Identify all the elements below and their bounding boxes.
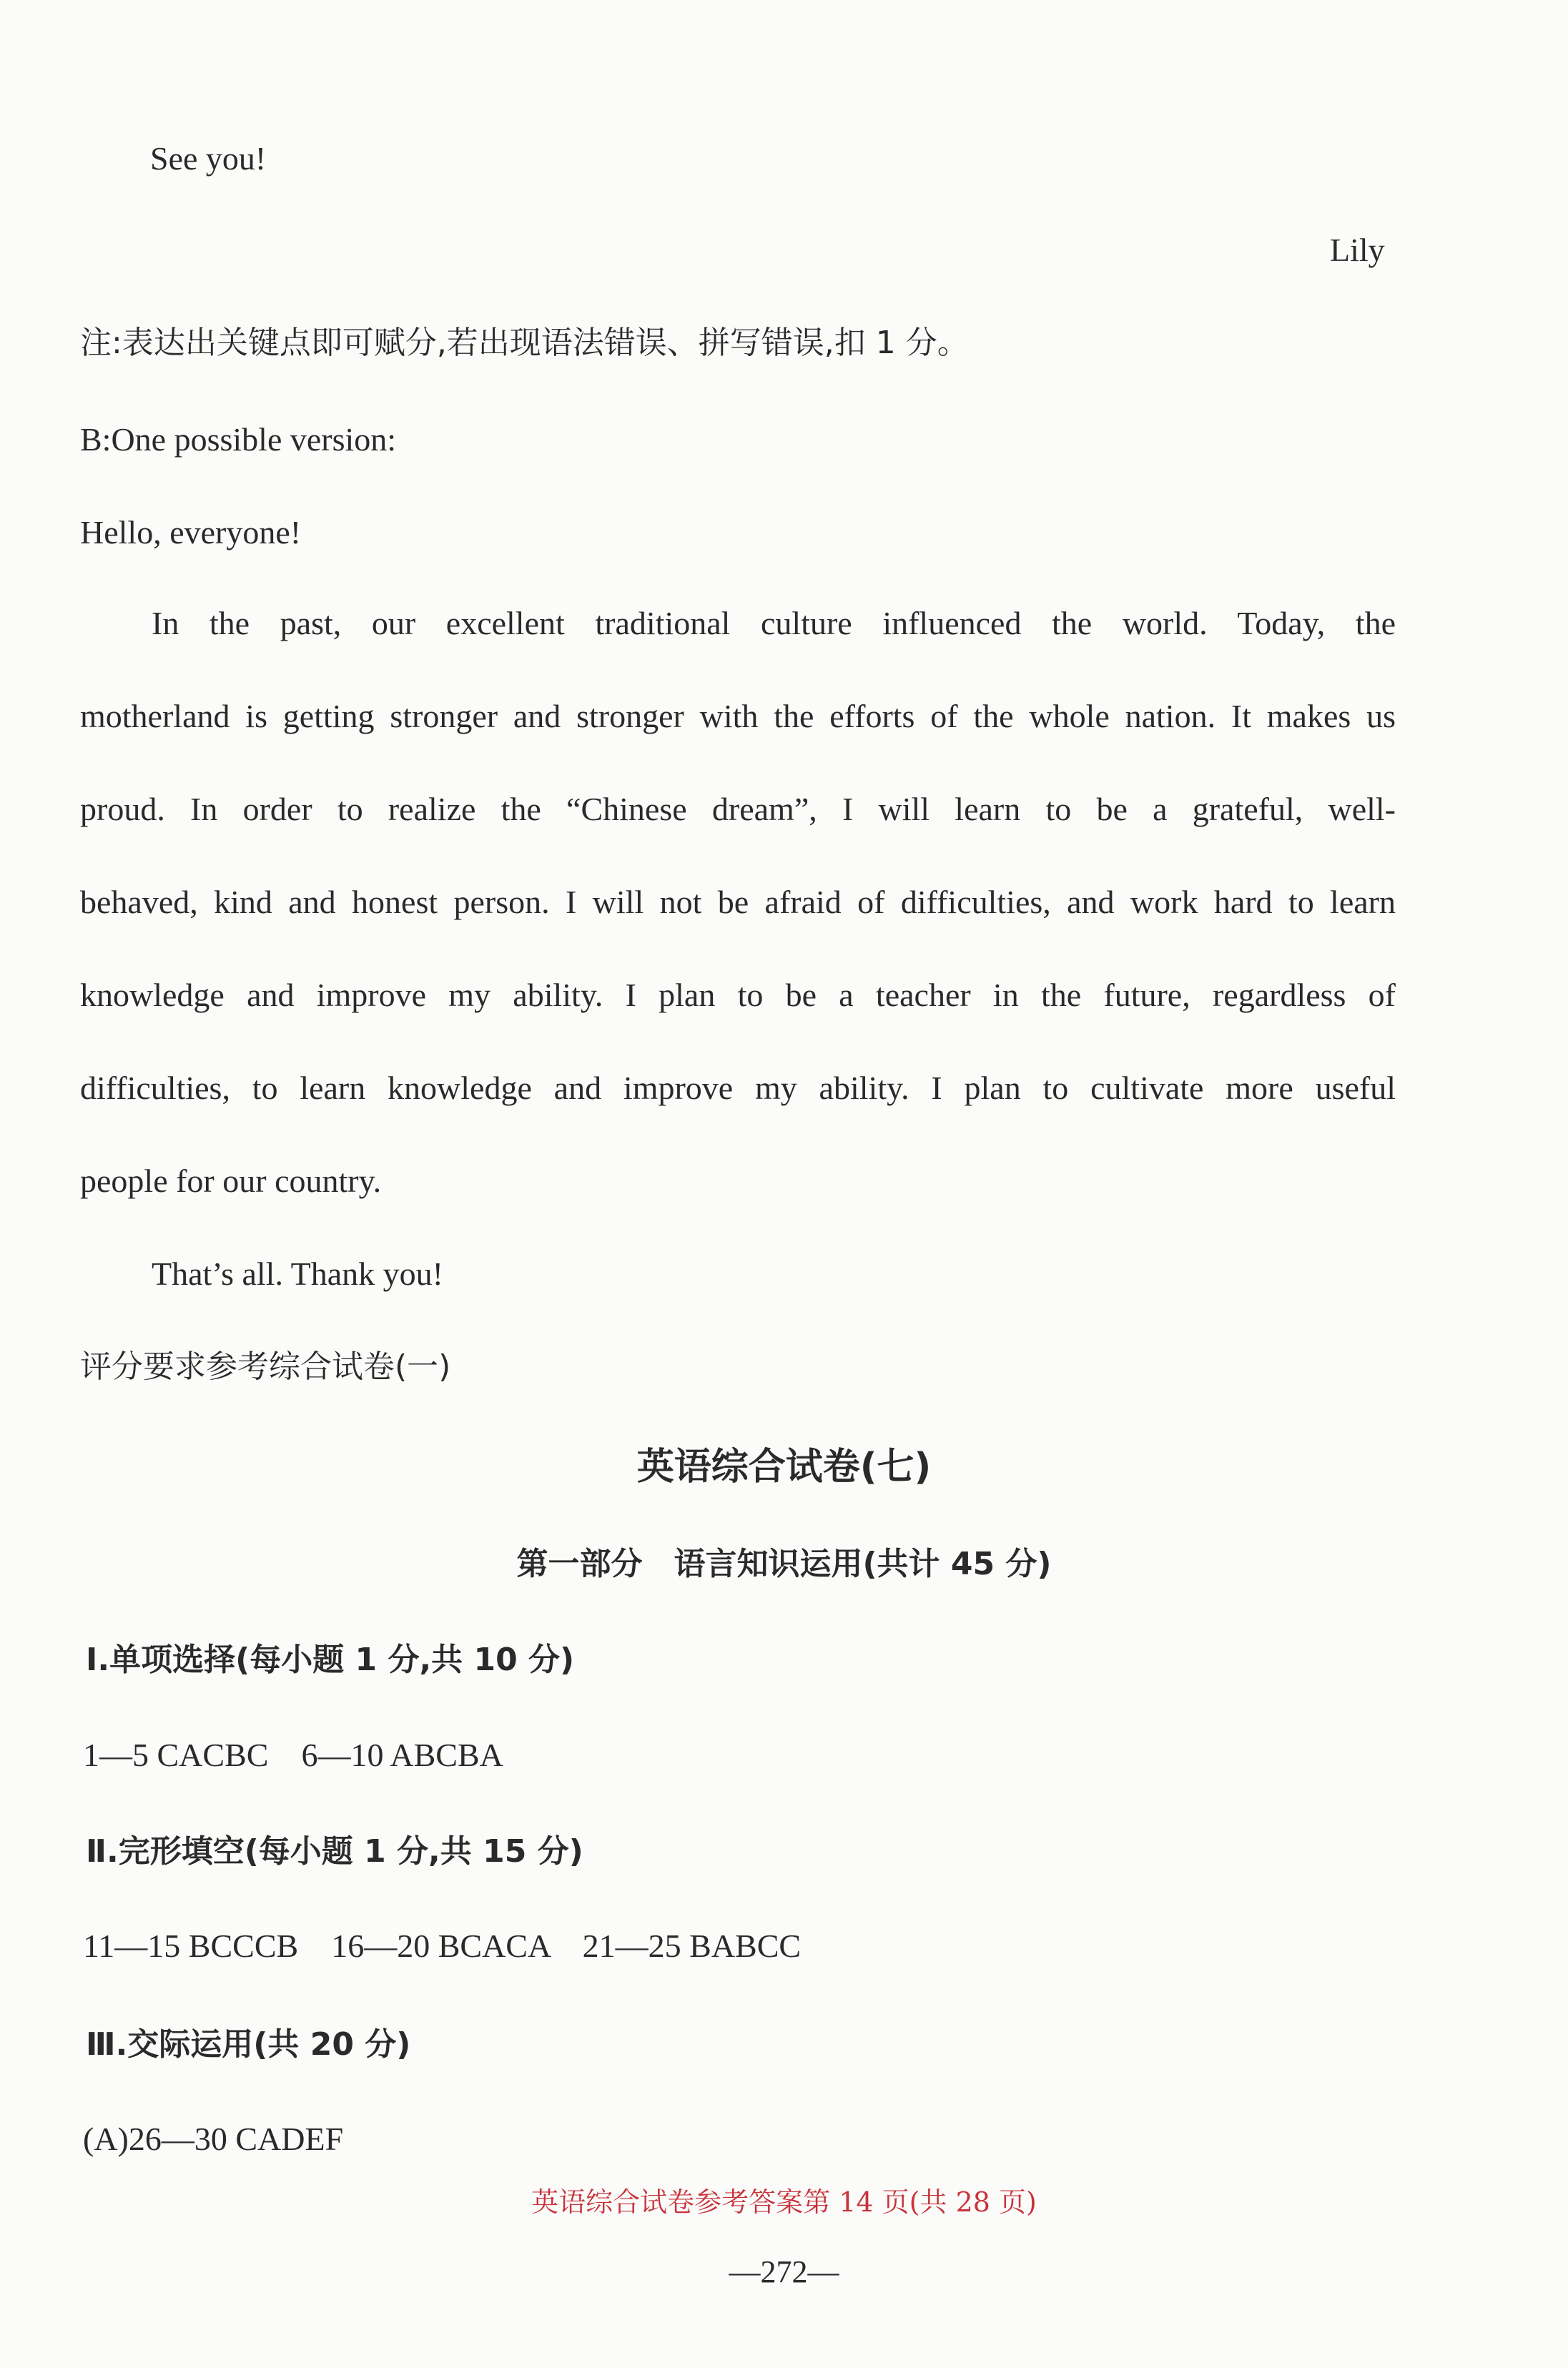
running-footer: 英语综合试卷参考答案第 14 页(共 28 页) — [531, 2186, 1037, 2218]
scoring-note: 注:表达出关键点即可赋分,若出现语法错误、拼写错误,扣 1 分。 — [80, 325, 969, 361]
speech-line: behaved, kind and honest person. I will not be afraid of difficulties, and work hard to learn — [80, 884, 1396, 920]
section-heading: Ⅰ.单项选择(每小题 1 分,共 10 分) — [86, 1642, 575, 1678]
speech-closing: That’s all. Thank you! — [152, 1255, 443, 1292]
speech-line: knowledge and improve my ability. I plan to be a teacher in the future, regardless of — [80, 977, 1396, 1013]
section-answers: 1—5 CACBC 6—10 ABCBA — [83, 1737, 503, 1773]
page-number: —272— — [729, 2254, 839, 2289]
speech-line: In the past, our excellent traditional culture influenced the world. Today, the — [152, 605, 1396, 641]
speech-line: motherland is getting stronger and stronger with the efforts of the whole nation. It makes us — [80, 698, 1396, 734]
speech-greeting: Hello, everyone! — [80, 514, 302, 551]
section-heading: Ⅱ.完形填空(每小题 1 分,共 15 分) — [86, 1833, 583, 1870]
speech-line: difficulties, to learn knowledge and improve my ability. I plan to cultivate more useful — [80, 1070, 1396, 1106]
letter-signature: Lily — [1330, 232, 1385, 268]
section-answers: 11—15 BCCCB 16—20 BCACA 21—25 BABCC — [83, 1928, 802, 1964]
speech-line: proud. In order to realize the “Chinese dream”, I will learn to be a grateful, well- — [80, 791, 1396, 827]
section-heading: Ⅲ.交际运用(共 20 分) — [86, 2026, 411, 2063]
grading-reference: 评分要求参考综合试卷(一) — [80, 1348, 451, 1385]
speech-line: people for our country. — [80, 1163, 382, 1199]
exam-title: 英语综合试卷(七) — [636, 1446, 932, 1489]
letter-closing: See you! — [150, 140, 267, 177]
part-title: 第一部分 语言知识运用(共计 45 分) — [516, 1546, 1052, 1582]
section-answers: (A)26—30 CADEF — [83, 2121, 344, 2157]
part-b-heading: B:One possible version: — [80, 421, 397, 458]
